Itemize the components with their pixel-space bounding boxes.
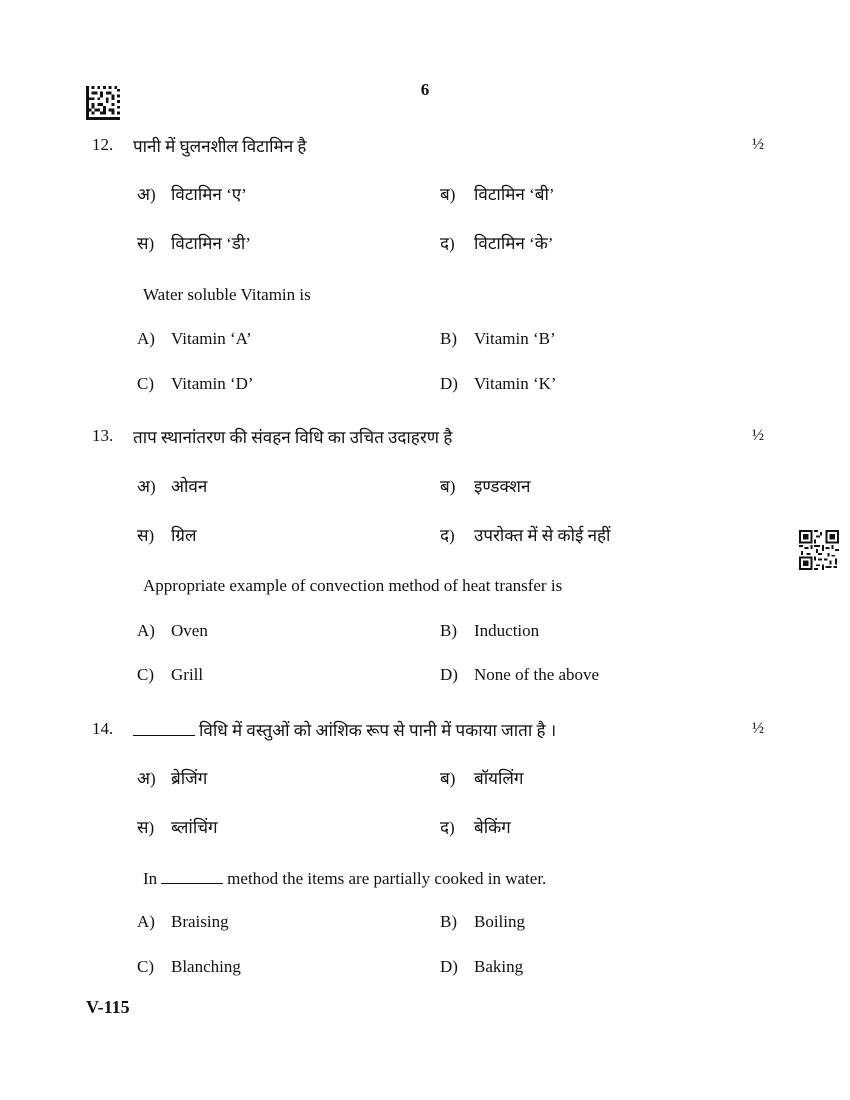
question-text-english: Appropriate example of convection method of heat transfer is bbox=[143, 576, 563, 595]
option-label: A) bbox=[137, 329, 155, 348]
option-label: अ) bbox=[137, 769, 156, 788]
qr-code-icon bbox=[799, 530, 839, 570]
option-text: None of the above bbox=[474, 665, 600, 684]
question-text-hindi: पानी में घुलनशील विटामिन है bbox=[133, 137, 307, 156]
option-label: D) bbox=[440, 374, 458, 393]
marks-label: ½ bbox=[752, 427, 764, 444]
option-label: ब) bbox=[440, 769, 456, 788]
option-label: स) bbox=[137, 818, 155, 837]
option-text: उपरोक्त में से कोई नहीं bbox=[474, 526, 611, 545]
option-english-b bbox=[440, 912, 525, 932]
option-hindi-a bbox=[137, 474, 207, 497]
question-number: 13. bbox=[92, 426, 114, 445]
option-hindi-a bbox=[137, 766, 207, 789]
option-english-d bbox=[440, 665, 599, 685]
option-label: B) bbox=[440, 621, 457, 640]
option-label: स) bbox=[137, 526, 155, 545]
option-text: Vitamin ‘D’ bbox=[171, 374, 254, 393]
page-number: 6 bbox=[420, 80, 430, 99]
option-label: अ) bbox=[137, 477, 156, 496]
option-hindi-b bbox=[440, 766, 523, 789]
option-english-d bbox=[440, 957, 523, 977]
option-label: C) bbox=[137, 957, 154, 976]
option-label: अ) bbox=[137, 185, 156, 204]
question-text-english: Water soluble Vitamin is bbox=[143, 285, 311, 304]
option-label: द) bbox=[440, 818, 455, 837]
option-text: विटामिन ‘ए’ bbox=[171, 185, 247, 204]
option-hindi-d bbox=[440, 815, 511, 838]
option-text: Vitamin ‘K’ bbox=[474, 374, 557, 393]
option-english-a bbox=[137, 621, 208, 641]
fill-in-blank bbox=[133, 734, 195, 736]
option-hindi-c bbox=[137, 231, 251, 254]
option-label: C) bbox=[137, 665, 154, 684]
option-hindi-d bbox=[440, 523, 610, 546]
option-label: C) bbox=[137, 374, 154, 393]
option-hindi-c bbox=[137, 815, 218, 838]
question-text-hindi bbox=[133, 718, 556, 741]
option-text: ग्रिल bbox=[171, 526, 197, 545]
option-text: विटामिन ‘बी’ bbox=[474, 185, 555, 204]
option-text: Boiling bbox=[474, 912, 526, 931]
option-label: द) bbox=[440, 526, 455, 545]
option-text: Blanching bbox=[171, 957, 241, 976]
option-text: बेकिंग bbox=[474, 818, 511, 837]
option-label: द) bbox=[440, 234, 455, 253]
option-text: ब्लांचिंग bbox=[171, 818, 218, 837]
option-label: स) bbox=[137, 234, 155, 253]
option-text: ब्रेजिंग bbox=[171, 769, 208, 788]
option-hindi-d bbox=[440, 231, 553, 254]
option-english-b bbox=[440, 621, 539, 641]
option-english-c bbox=[137, 957, 241, 977]
question-text-hindi: ताप स्थानांतरण की संवहन विधि का उचित उदाहरण है bbox=[133, 428, 453, 447]
option-text: Vitamin ‘B’ bbox=[474, 329, 556, 348]
question-number: 14. bbox=[92, 719, 114, 738]
option-hindi-c bbox=[137, 523, 197, 546]
marks-label: ½ bbox=[752, 136, 764, 153]
option-label: ब) bbox=[440, 185, 456, 204]
question-text-english-end: method the items are partially cooked in water. bbox=[227, 869, 547, 888]
option-english-b bbox=[440, 329, 556, 349]
marks-label: ½ bbox=[752, 720, 764, 737]
option-label: D) bbox=[440, 665, 458, 684]
option-text: विटामिन ‘डी’ bbox=[171, 234, 251, 253]
fill-in-blank bbox=[161, 882, 223, 884]
option-text: इण्डक्शन bbox=[474, 477, 531, 496]
question-text-hindi-body: विधि में वस्तुओं को आंशिक रूप से पानी में पकाया जाता है । bbox=[199, 721, 557, 740]
option-english-c bbox=[137, 374, 254, 394]
option-text: ओवन bbox=[171, 477, 208, 496]
option-label: D) bbox=[440, 957, 458, 976]
option-text: बॉयलिंग bbox=[474, 769, 524, 788]
option-text: Braising bbox=[171, 912, 229, 931]
option-english-c bbox=[137, 665, 203, 685]
option-text: Baking bbox=[474, 957, 524, 976]
option-text: Oven bbox=[171, 621, 208, 640]
option-english-a bbox=[137, 912, 229, 932]
paper-code: V-115 bbox=[86, 997, 130, 1017]
question-text-english bbox=[143, 869, 546, 889]
option-label: A) bbox=[137, 912, 155, 931]
option-text: विटामिन ‘के’ bbox=[474, 234, 554, 253]
option-label: A) bbox=[137, 621, 155, 640]
option-text: Induction bbox=[474, 621, 540, 640]
option-text: Vitamin ‘A’ bbox=[171, 329, 252, 348]
option-text: Grill bbox=[171, 665, 204, 684]
option-label: ब) bbox=[440, 477, 456, 496]
question-text-english-start: In bbox=[143, 869, 158, 888]
option-english-a bbox=[137, 329, 252, 349]
option-english-d bbox=[440, 374, 557, 394]
option-hindi-b bbox=[440, 474, 530, 497]
option-hindi-b bbox=[440, 182, 555, 205]
question-number: 12. bbox=[92, 135, 114, 154]
option-hindi-a bbox=[137, 182, 247, 205]
option-label: B) bbox=[440, 329, 457, 348]
option-label: B) bbox=[440, 912, 457, 931]
